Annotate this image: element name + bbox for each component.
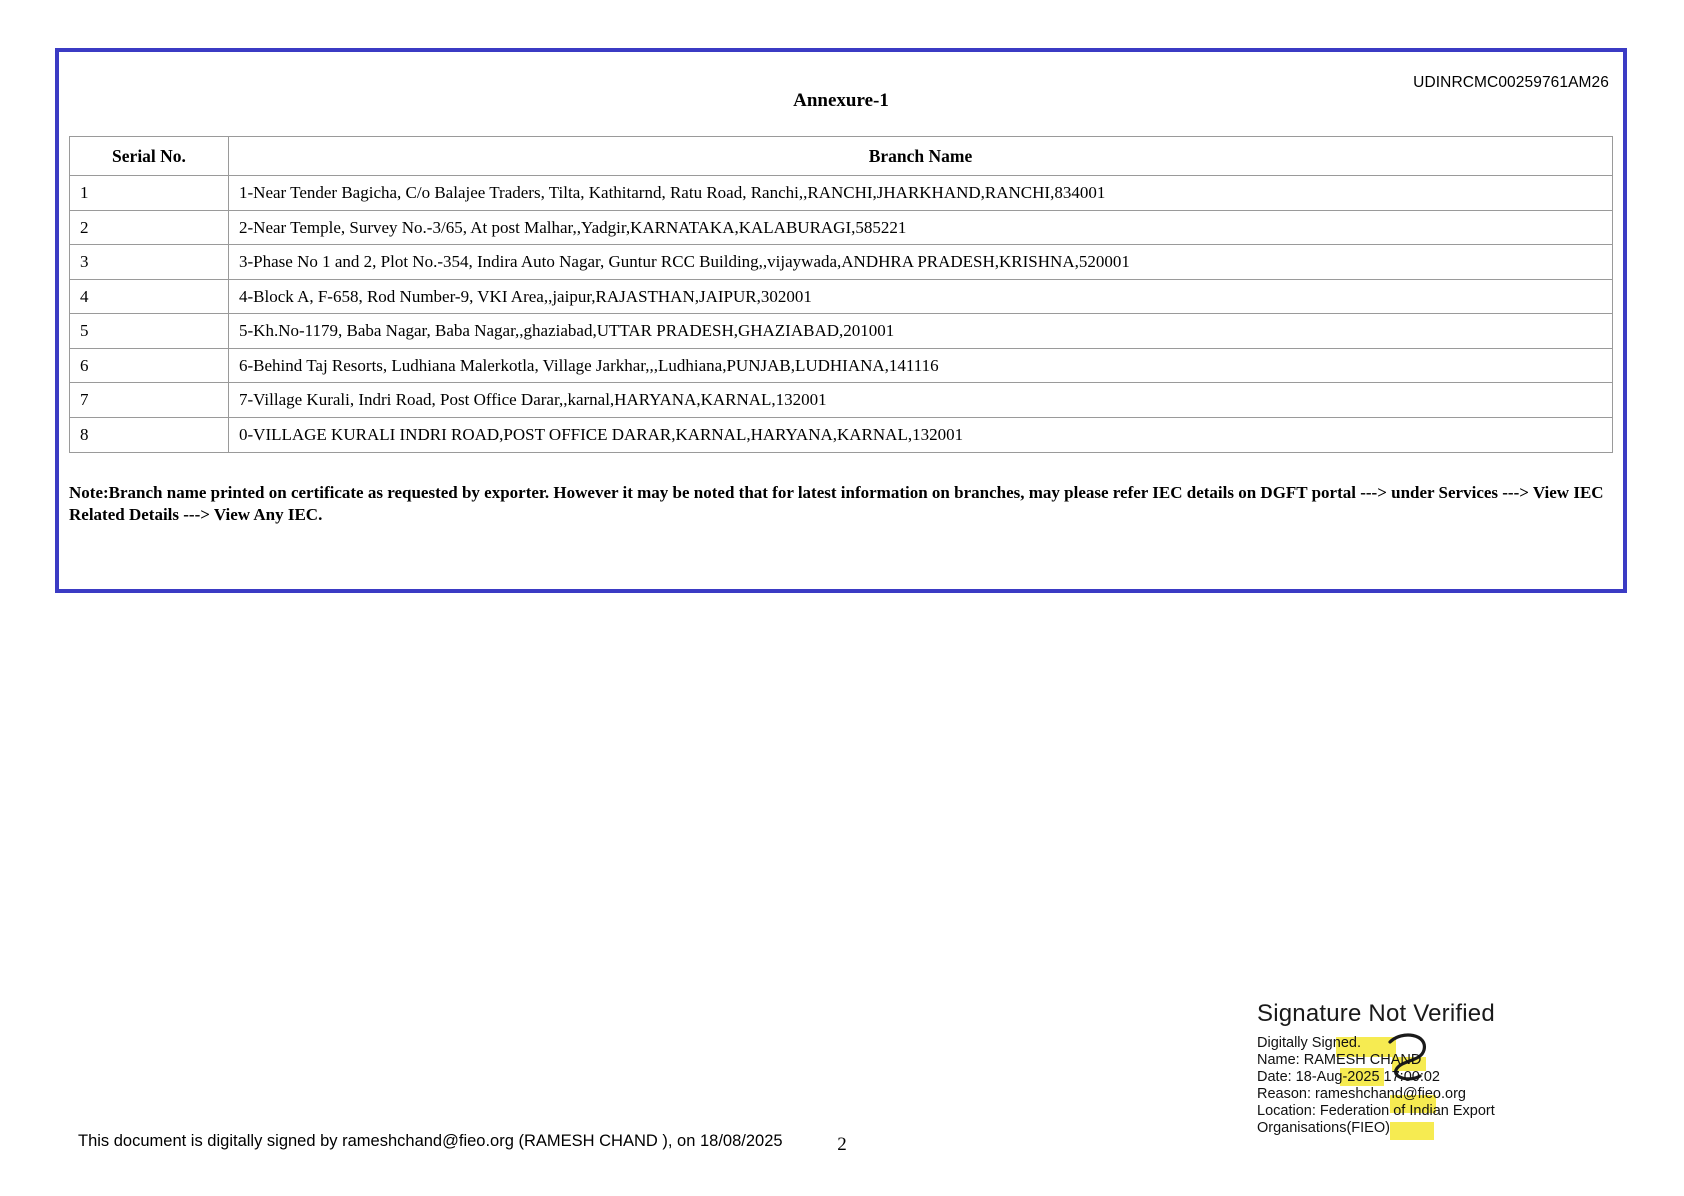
- page-title: Annexure-1: [793, 90, 889, 111]
- signature-line-digitally-signed: Digitally Signed.: [1257, 1035, 1361, 1051]
- signature-line-reason: Reason: rameshchand@fieo.org: [1257, 1085, 1466, 1102]
- cell-serial: 7: [70, 383, 229, 418]
- table-row: [70, 176, 1613, 211]
- table-header-row: [70, 137, 1613, 176]
- annexure-box: [55, 48, 1627, 593]
- signature-line-date: Date: 18-Aug-2025 17:00:02: [1257, 1068, 1440, 1085]
- signature-line-location: Location: Federation of Indian Export Organisations(FIEO): [1257, 1102, 1495, 1136]
- table-row: [70, 245, 1613, 280]
- signature-details: [1257, 1035, 1557, 1137]
- cell-serial: 1: [70, 176, 229, 211]
- table-row: [70, 417, 1613, 452]
- cell-serial: 2: [70, 210, 229, 245]
- cell-branch: 5-Kh.No-1179, Baba Nagar, Baba Nagar,,ghaziabad,UTTAR PRADESH,GHAZIABAD,201001: [229, 314, 1613, 349]
- signature-block: [1257, 1000, 1557, 1137]
- table-row: [70, 314, 1613, 349]
- branch-table: [69, 136, 1613, 453]
- cell-branch: 2-Near Temple, Survey No.-3/65, At post Malhar,,Yadgir,KARNATAKA,KALABURAGI,585221: [229, 210, 1613, 245]
- cell-branch: 7-Village Kurali, Indri Road, Post Office Darar,,karnal,HARYANA,KARNAL,132001: [229, 383, 1613, 418]
- cell-serial: 6: [70, 348, 229, 383]
- table-row: [70, 279, 1613, 314]
- table-row: [70, 210, 1613, 245]
- column-header-serial: Serial No.: [70, 137, 229, 176]
- cell-serial: 3: [70, 245, 229, 280]
- cell-branch: 1-Near Tender Bagicha, C/o Balajee Traders, Tilta, Kathitarnd, Ratu Road, Ranchi,,RANCHI,JHARKHAND,RANCHI,834001: [229, 176, 1613, 211]
- column-header-branch: Branch Name: [229, 137, 1613, 176]
- table-row: [70, 383, 1613, 418]
- cell-serial: 8: [70, 417, 229, 452]
- branch-note: Note:Branch name printed on certificate as requested by exporter. However it may be noted that for latest information on branches, may please refer IEC details on DGFT portal ---> under Services ---> View IEC Related Details ---> View Any IEC.: [69, 483, 1604, 524]
- table-row: [70, 348, 1613, 383]
- page-number: 2: [837, 1134, 847, 1155]
- signature-status: Signature Not Verified: [1257, 1000, 1495, 1027]
- cell-branch: 0-VILLAGE KURALI INDRI ROAD,POST OFFICE DARAR,KARNAL,HARYANA,KARNAL,132001: [229, 417, 1613, 452]
- signature-line-name: Name: RAMESH CHAND: [1257, 1051, 1422, 1068]
- cell-branch: 4-Block A, F-658, Rod Number-9, VKI Area,,jaipur,RAJASTHAN,JAIPUR,302001: [229, 279, 1613, 314]
- cell-serial: 5: [70, 314, 229, 349]
- cell-serial: 4: [70, 279, 229, 314]
- udin-number: UDINRCMC00259761AM26: [1413, 74, 1609, 91]
- cell-branch: 6-Behind Taj Resorts, Ludhiana Malerkotla, Village Jarkhar,,,Ludhiana,PUNJAB,LUDHIANA,141116: [229, 348, 1613, 383]
- cell-branch: 3-Phase No 1 and 2, Plot No.-354, Indira Auto Nagar, Guntur RCC Building,,vijaywada,ANDHRA PRADESH,KRISHNA,520001: [229, 245, 1613, 280]
- footer-signature-note: This document is digitally signed by rameshchand@fieo.org (RAMESH CHAND ), on 18/08/2025: [78, 1132, 783, 1150]
